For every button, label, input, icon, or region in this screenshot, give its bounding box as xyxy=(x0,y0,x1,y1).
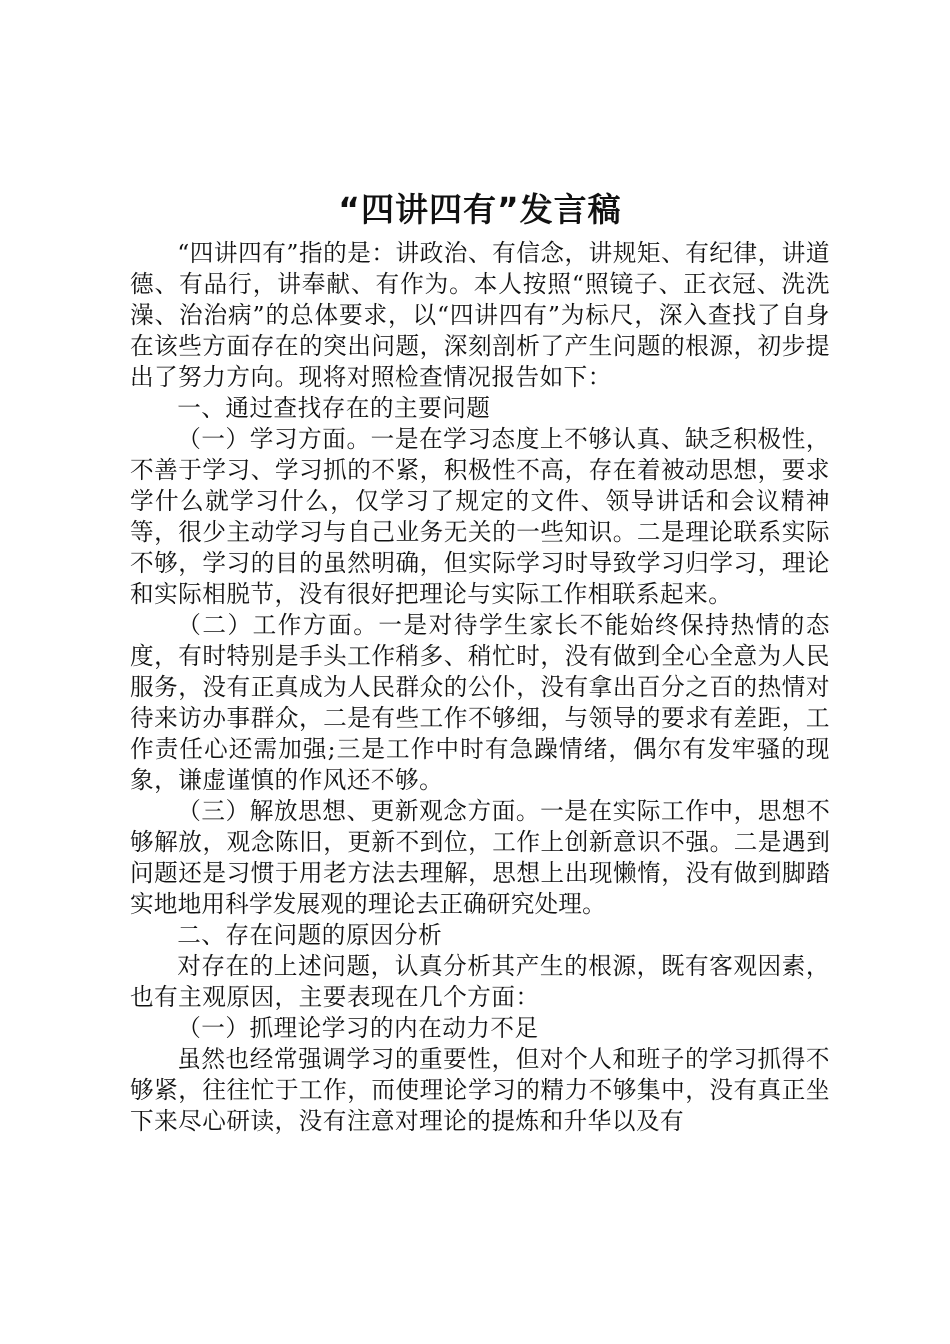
document-title: “四讲四有”发言稿 xyxy=(338,190,622,229)
paragraph-thinking-aspect: （三）解放思想、更新观念方面。一是在实际工作中，思想不够解放，观念陈旧，更新不到位，工作上创新意识不强。二是遇到问题还是习惯于用老方法去理解，思想上出现懒惰，没有做到脚踏实地地用科学发展观的理论去正确研究处理。 xyxy=(130,797,830,918)
paragraph-motivation: 虽然也经常强调学习的重要性，但对个人和班子的学习抓得不够紧，往往忙于工作，而使理论学习的精力不够集中，没有真正坐下来尽心研读，没有注意对理论的提炼和升华以及有 xyxy=(130,1045,830,1135)
paragraph-cause-intro: 对存在的上述问题，认真分析其产生的根源，既有客观因素，也有主观原因，主要表现在几个方面： xyxy=(130,952,830,1011)
paragraph-work-aspect: （二）工作方面。一是对待学生家长不能始终保持热情的态度，有时特别是手头工作稍多、稍忙时，没有做到全心全意为人民服务，没有正真成为人民群众的公仆，没有拿出百分之百的热情对待来访办事群众，二是有些工作不够细，与领导的要求有差距，工作责任心还需加强;三是工作中时有急躁情绪，偶尔有发牢骚的现象，谦虚谨慎的作风还不够。 xyxy=(130,611,830,794)
paragraph-study-aspect: （一）学习方面。一是在学习态度上不够认真、缺乏积极性，不善于学习、学习抓的不紧，积极性不高，存在着被动思想，要求学什么就学习什么，仅学习了规定的文件、领导讲话和会议精神等，很少主动学习与自己业务无关的一些知识。二是理论联系实际不够，学习的目的虽然明确，但实际学习时导致学习归学习，理论和实际相脱节，没有很好把理论与实际工作相联系起来。 xyxy=(130,425,830,608)
document-page xyxy=(130,182,830,1137)
intro-paragraph: “四讲四有”指的是：讲政治、有信念，讲规矩、有纪律，讲道德、有品行，讲奉献、有作为。本人按照“照镜子、正衣冠、洗洗澡、治治病”的总体要求，以“四讲四有”为标尺，深入查找了自身在该些方面存在的突出问题，深刻剖析了产生问题的根源，初步提出了努力方向。现将对照检查情况报告如下： xyxy=(130,239,830,391)
section-heading-main-problems: 一、通过查找存在的主要问题 xyxy=(177,394,491,422)
subheading-motivation: （一）抓理论学习的内在动力不足 xyxy=(177,1014,539,1042)
section-heading-cause-analysis: 二、存在问题的原因分析 xyxy=(177,921,443,949)
